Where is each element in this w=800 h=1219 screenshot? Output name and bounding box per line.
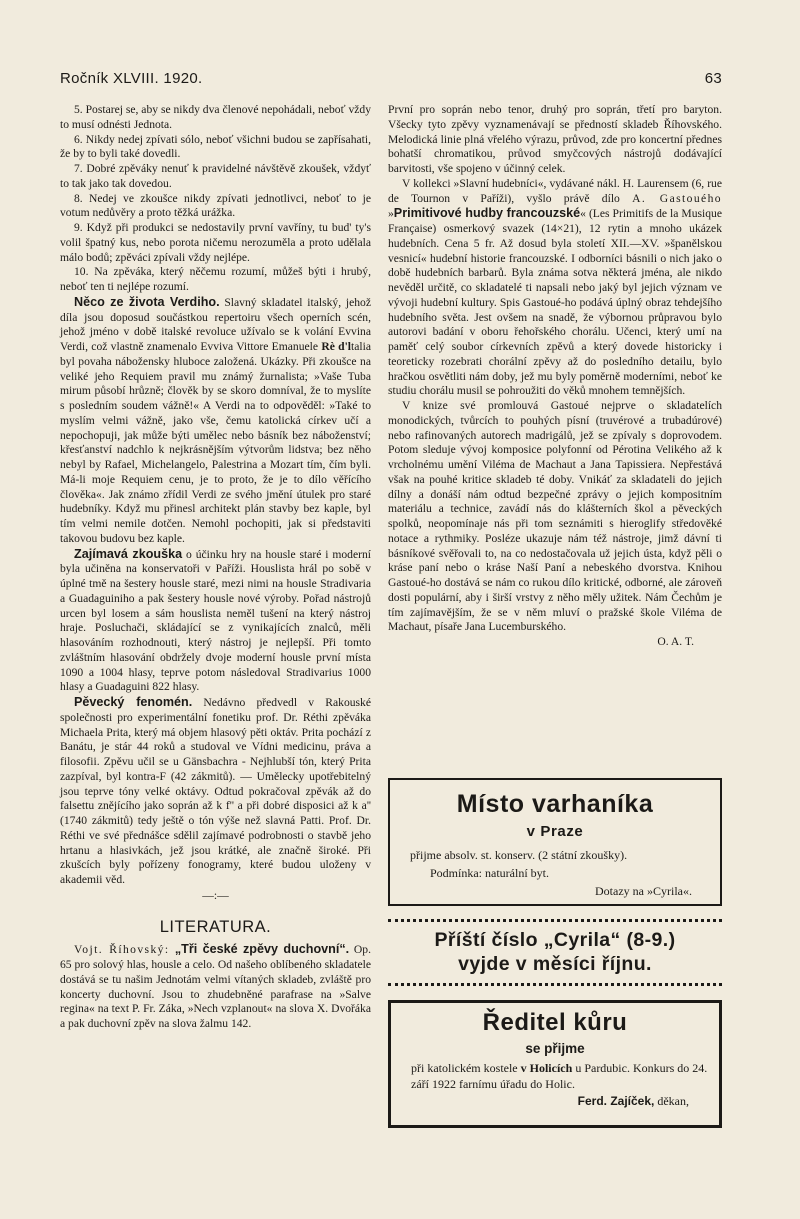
next-issue-banner xyxy=(388,928,722,976)
ad-organist-city: v Praze xyxy=(526,823,584,840)
ad-choir-body-b: u Pardubic. Konkurs do 24. září 1922 farnímu úřadu do xyxy=(411,1061,708,1091)
rule-item-5: 5. Postarej se, aby se nikdy dva členové nepohádali, neboť vždy to musí odnésti Jednota. xyxy=(60,103,371,131)
dotted-rule-bottom xyxy=(388,983,722,990)
ad-organist-position xyxy=(388,778,722,906)
dotted-rule-top xyxy=(388,919,722,926)
article-verdi-emphasis: Rè d'l xyxy=(321,340,352,353)
article-fenomen xyxy=(60,695,371,888)
literatura-work-title: „Tři české zpěvy duchovní“. xyxy=(169,942,350,957)
page-number: 63 xyxy=(704,70,722,87)
right-column xyxy=(388,103,722,650)
gastoue-text-a: V kollekci »Slavní hudebníci«, vydávané nákl. H. Laurensem (6, rue de Tournon v Paříži), vyšlo právě dílo xyxy=(388,176,722,205)
rule-item-8: 8. Nedej ve zkoušce nikdy zpívati jednotlivci, neboť to je votum nedůvěry a proto těžká urážka. xyxy=(60,191,371,220)
left-column xyxy=(60,103,371,1032)
ad-choir-body xyxy=(391,1056,719,1092)
literatura-text: Op. 65 pro solový hlas, housle a celo. Od našeho oblíbeného skladatele dostává se tu našim Jednotám velmi vítaných skladeb, zvláště pro koncerty duchovní. Jsou to zhudebněné parafrase na »Salve regina« na text P. Fr. Záka, »Nech vzplanout« na slova X. Dvořáka a pak duchovní zpěv na slova žalmu 142. xyxy=(60,943,371,1030)
ad-choir-director xyxy=(388,1000,722,1128)
ad-organist-line-3: Dotazy na »Cyrila«. xyxy=(595,884,692,898)
next-issue-line-1: Příští číslo „Cyrila“ (8-9.) xyxy=(434,929,676,951)
article-verdi-text-1: Slavný skladatel italský, jehož díla jsou doposud součástkou repertoiru všech operních scén, jehož jméno v době italské revoluce užívalo se k volání Evvina Verdi, což vlastně znamenalo Evviva Vittore Emanuele xyxy=(60,295,371,353)
ad-choir-sign-name: Ferd. Zajíček, xyxy=(577,1094,655,1108)
ad-organist-line-1: přijme absolv. st. konserv. (2 státní zkoušky). xyxy=(410,848,628,862)
volume-year: Ročník XLVIII. 1920. xyxy=(60,70,203,87)
article-zkouska-text: o účinku hry na housle staré i moderní byla učiněna na konservatoři v Paříži. Houslista hrál po sobě v úplné tmě na šestery housle staré, mezi nimi na housle Stradivaria a Guadaguiniho a pak šestery housle nové výroby. Pořad nástrojů urcen byl losem a sám houslista neměl tušení na který nástroj hraje. Posluchači, skládající se z vynikajících znalců, měli hlasováním rozhodnouti, který nástroj je nejlepší. Při tomto zvláštním hlasování obdržely dvoje moderní housle první místa 1090 a 1004 hlasy, teprve potom následoval Stradivarius 1000 hlasy a Guadaguini 822 hlasy. xyxy=(60,547,372,694)
gastoue-book-title: Primitivové hudby francouzské xyxy=(393,206,581,221)
gastoue-quote-open: » xyxy=(388,207,394,221)
ad-organist-title: Místo varhaníka xyxy=(456,790,654,818)
ad-choir-title: Ředitel kůru xyxy=(482,1009,628,1036)
gastoue-review-part-2: V knize své promlouvá Gastoué nejprve o skladatelích monodických, tvůrcích to pouhých písní (truvérové a trubadúrové) nebo rafinovaných autorech madrigálů, jež se zpívaly s doprovodem. Potom sleduje vývoj komposice polyfonní od Pérotina Velikého až k vrcholnému umění Viléma de Machaut a Jana Tapissiera. Nepřestává však na pouhé kritice skladeb té doby. Vnikáť za skladateli do jejich dílny a donáší nám odtud bezpečné zprávy o jejich kompositním materiálu a technice, zavádí nás do klášterních škol a pěveckých spolků, neopomínaje nás při tom seznámiti s hieroglify středověké notace a rythmiky. Posléze ukazuje nám též nástroje, jimž dávní ti básníkové svěřovali to, na co nedostačovala už jejich ústa, když pěli o kráse paní nebo o kráse Naší Paní a nebeského dvorstva. Knihou Gastoué-ho dostává se nám co rukou dílo kritické, odborné, ale zároveň dosti populární, aby i širší vrstvy z něho měly užitek. Nám Čechům je tím zajímavějším, že se v něm mluví o pražské škole Viléma de Machaut, písaře Jana Lucemburského. xyxy=(388,399,722,634)
rule-item-7: 7. Dobré zpěváky nenuť k pravidelné návštěvě zkoušek, vždyť to tak jako tak dovedou. xyxy=(60,162,371,190)
article-verdi-heading: Něco ze života Verdiho. xyxy=(74,294,220,309)
ad-choir-body-a: při katolickém kostele xyxy=(411,1061,521,1075)
next-issue-line-2: vyjde v měsíci říjnu. xyxy=(458,953,652,975)
ad-choir-town: Holic. xyxy=(545,1077,575,1091)
literatura-author: Vojt. Říhovský: xyxy=(74,943,170,957)
ad-choir-place: v Holicích xyxy=(520,1061,573,1075)
article-verdi xyxy=(60,295,371,547)
article-zkouska xyxy=(60,547,371,696)
gastoue-author: A. Gastouého xyxy=(632,191,722,205)
rule-item-9: 9. Když při produkci se nedostavily první vavříny, tu bud' ty's volil špatný kus, nebo porota ničemu nerozuměla a proto udělala málo bodů; zpěváci zpívali vždy nejlépe. xyxy=(60,221,371,264)
gastoue-review xyxy=(388,177,722,399)
rule-item-10: 10. Na zpěváka, který něčemu rozumí, můžeš býti i hrubý, neboť ten ti nejlépe rozumí. xyxy=(60,265,371,293)
ad-choir-signature xyxy=(391,1094,719,1109)
review-signature: O. A. T. xyxy=(657,635,694,648)
ad-choir-sign-role: děkan, xyxy=(654,1094,689,1108)
literatura-review xyxy=(60,942,371,1032)
review-continued-paragraph: První pro soprán nebo tenor, druhý pro soprán, třetí pro baryton. Všecky tyto zpěvy vyznamenávají se předností skladeb Říhovského. Melodická linie plná vřelého výrazu, průvod, zde pro koncertní přednes bohatší chromatikou, průvod smyčcových nástrojů dodávající barvitosti, vše spojeno v účinný celek. xyxy=(388,103,722,175)
section-divider: —:— xyxy=(202,888,229,902)
rule-item-6: 6. Nikdy nedej zpívati sólo, neboť všichni budou se zapřísahati, že by to byli také dovedli. xyxy=(60,132,371,161)
ad-organist-line-2: Podmínka: naturální byt. xyxy=(430,866,549,880)
gastoue-text-c: « (Les Primitifs de la Musique Française) osmerkový svazek (14×21), 12 rytin a mnoho ukázek hudebních. Cena 5 fr. Až dosud byla století XII.—XV. »španělskou vesnicí« hudební historie francouzské. I odborníci básnili o nich jako o době hudebních barbarů. Byla známa sotva některá jména, ale nikdo nevěděl určitě, co skladatelé ti napsali nebo jaký byl jejich význam ve vývoji hudební kultury. Spis Gastoué-ho podává úplný obraz tehdejšího hudebního světa. Jest ovšem na snadě, že výbornou průpravou bylo autorovi badání v oboru řehořského chorálu. Učenci, který umí na paměť celý soubor církevních zpěvů a který dovede historicky i teoreticky rozebrati chorální zpěvy až do posledního detailu, bylo hračkou osvětliti nám doby, jež mu byly poměrně moderními, neboť ke studiu chorálu musil se pohroužiti do věků mnohem temnějších. xyxy=(388,207,722,398)
article-fenomen-heading: Pěvecký fenomén. xyxy=(74,695,193,709)
article-verdi-text-2: talia byl povaha nábožensky hluboce založená. Ukázky. Při zkoušce na veliké jeho Requiem pravil mu známý žurnalista; »Vaše Tuba mirum působí hrůzně; člověk by se skoro domníval, že to myslíte s posledním soudem vážně!« A Verdi na to odpověděl: »Také to myslím velmi vážně, jako vše, čemu katolická církev učí a nepochopuji, jak může býti umělec nebo básník bez náboženství; křesťanství nadchlo k nejkrásnějším výtvorům lidstva; bez něho nebyl by Rafael, Michelangelo, Palestrina a Mozart tím, čím byli. Má-li moje Requiem cenu, je to proto, že je to dílo věřícího člověka«. Jak známo zřídil Verdi ze svého jmění útulek pro staré hudebníky. Když mu přinesl architekt plán stavby bez kaple, byl tím velmi nemile dotčen. Nemohl pochopiti, jak si představiti takovou budovu bez kaple. xyxy=(60,340,371,545)
ad-choir-subtitle: se přijme xyxy=(525,1041,585,1056)
article-fenomen-text: Nedávno předvedl v Rakouské společnosti pro experimentální fonetiku prof. Dr. Réthi zpěváka Michaela Prita, který má objem hlasový pěti oktáv. Prita pochází z Banátu, je stár 44 roků a studoval ve Vídni medicinu, práva a filosofii. Zpěvu učil se u Gänsbachra - Nejhlubší tón, který Prita zazpíval, byl kontra-F (42 zákmitů). — Umělecky upotřebitelný jsou teprve tóny velké oktávy. Odtud pokračoval zpěvák až do falsettu znějícího jako soprán až k f'' a při dobré disposici až k a'' (1740 zákmitů) tedy ještě o tón výše než slavná Patti. Prof. Dr. Réthi ve své přednášce sdělil zajímavé podrobnosti o stavbě jeho hrtanu a hlasivkách, jež jsou krátké, ale značně široké. Při zkušcích byly pořízeny fonogramy, které budou uloženy v akademii věd. xyxy=(60,696,371,886)
article-zkouska-heading: Zajímavá zkouška xyxy=(74,546,183,561)
literatura-title: LITERATURA. xyxy=(159,917,272,936)
